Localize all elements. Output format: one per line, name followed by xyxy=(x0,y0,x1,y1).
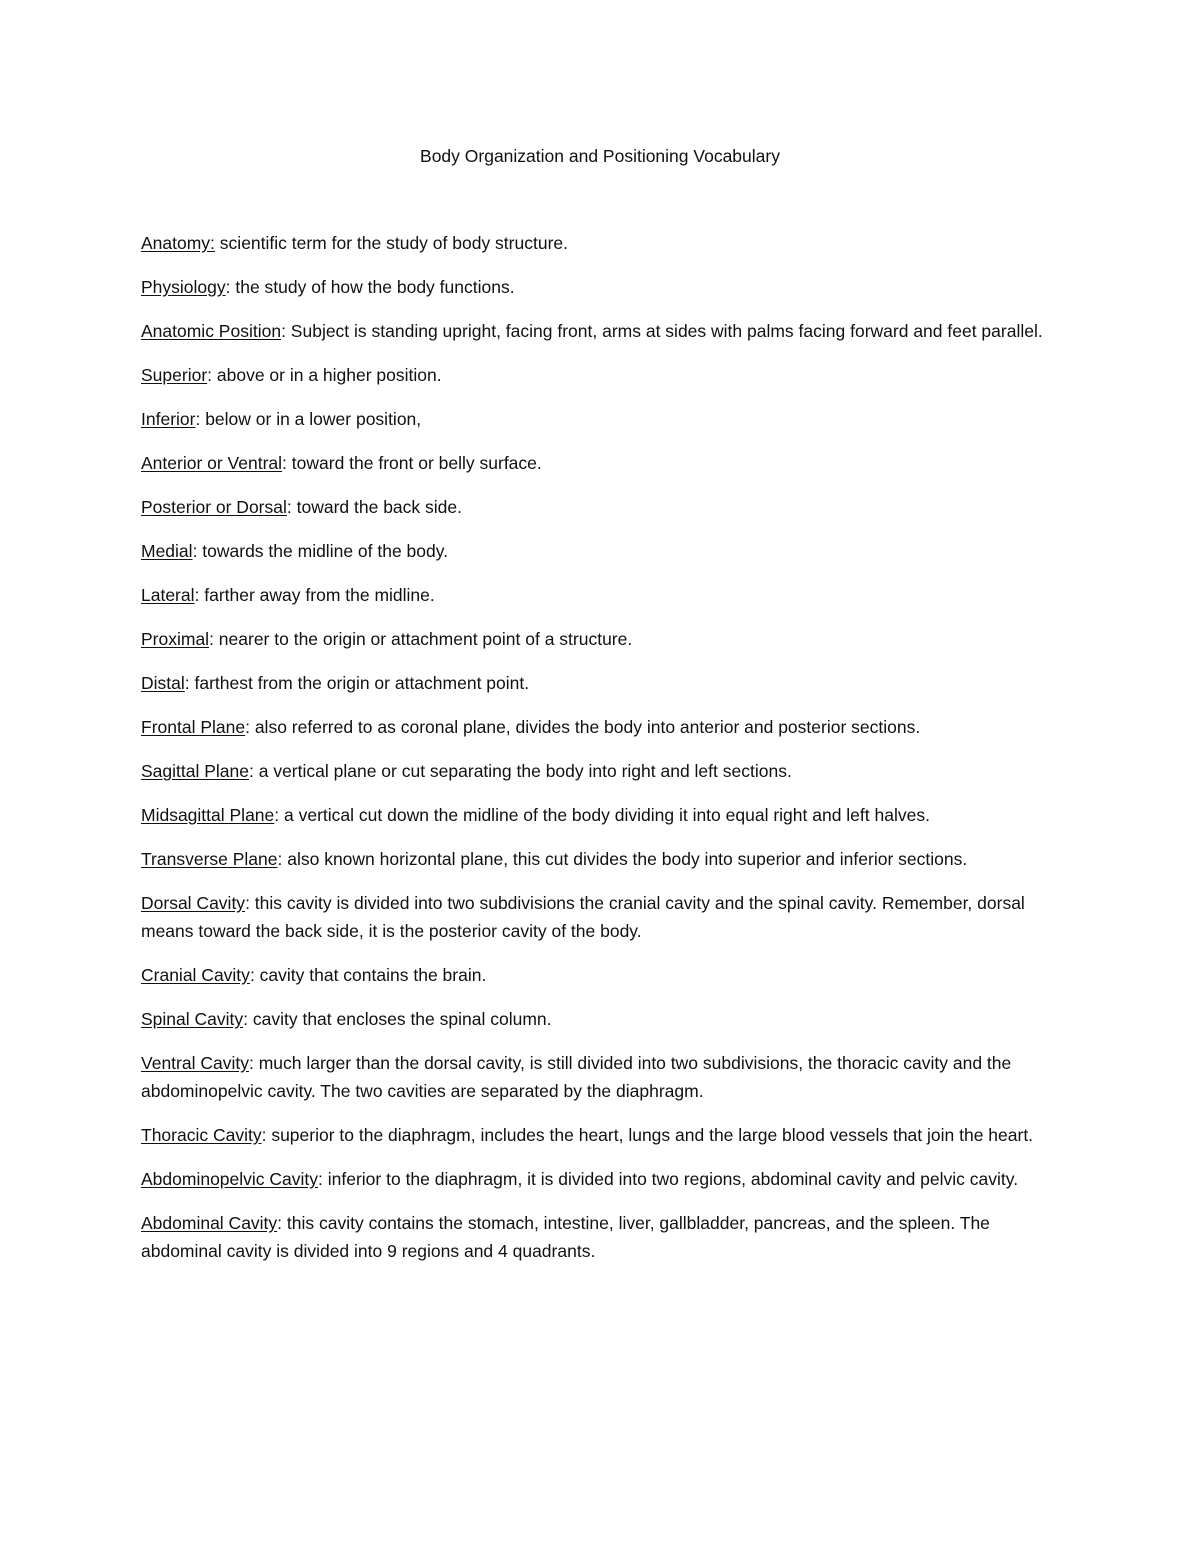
vocabulary-term: Anterior or Ventral xyxy=(141,453,283,473)
vocabulary-definition: : this cavity contains the stomach, intestine, liver, gallbladder, pancreas, and the spleen. The abdominal cavity is divided into 9 regions and 4 quadrants. xyxy=(141,1213,990,1261)
vocabulary-definition: : nearer to the origin or attachment point of a structure. xyxy=(209,629,633,649)
vocabulary-term: Proximal xyxy=(141,629,210,649)
vocabulary-entry xyxy=(141,537,1071,565)
vocabulary-definition: : toward the front or belly surface. xyxy=(282,453,542,473)
vocabulary-definition: : below or in a lower position, xyxy=(195,409,422,429)
vocabulary-entry xyxy=(141,1165,1071,1193)
vocabulary-definition: : cavity that encloses the spinal column. xyxy=(243,1009,552,1029)
vocabulary-term: Physiology xyxy=(141,277,226,297)
vocabulary-definition: : farther away from the midline. xyxy=(194,585,435,605)
vocabulary-term: Midsagittal Plane xyxy=(141,805,275,825)
vocabulary-term: Superior xyxy=(141,365,208,385)
vocabulary-definition: : the study of how the body functions. xyxy=(225,277,515,297)
vocabulary-term: Thoracic Cavity xyxy=(141,1125,262,1145)
vocabulary-entry xyxy=(141,1049,1071,1105)
vocabulary-definition: scientific term for the study of body structure. xyxy=(214,233,568,253)
vocabulary-entry xyxy=(141,449,1071,477)
vocabulary-definition: : also known horizontal plane, this cut divides the body into superior and inferior sections. xyxy=(277,849,968,869)
vocabulary-list xyxy=(141,229,1071,1281)
vocabulary-entry xyxy=(141,801,1071,829)
vocabulary-term: Ventral Cavity xyxy=(141,1053,249,1073)
vocabulary-definition: : above or in a higher position. xyxy=(207,365,442,385)
vocabulary-entry xyxy=(141,713,1071,741)
vocabulary-term: Abdominal Cavity xyxy=(141,1213,278,1233)
vocabulary-definition: : Subject is standing upright, facing front, arms at sides with palms facing forward and feet parallel. xyxy=(281,321,1043,341)
vocabulary-entry xyxy=(141,757,1071,785)
vocabulary-definition: : a vertical cut down the midline of the body dividing it into equal right and left halves. xyxy=(274,805,930,825)
vocabulary-definition: : also referred to as coronal plane, divides the body into anterior and posterior sections. xyxy=(245,717,921,737)
vocabulary-entry xyxy=(141,317,1071,345)
vocabulary-entry xyxy=(141,1121,1071,1149)
vocabulary-entry xyxy=(141,361,1071,389)
vocabulary-definition: : superior to the diaphragm, includes the heart, lungs and the large blood vessels that join the heart. xyxy=(261,1125,1034,1145)
vocabulary-definition: : cavity that contains the brain. xyxy=(249,965,487,985)
vocabulary-entry xyxy=(141,1005,1071,1033)
vocabulary-entry xyxy=(141,1209,1071,1265)
vocabulary-entry xyxy=(141,845,1071,873)
vocabulary-definition: : inferior to the diaphragm, it is divided into two regions, abdominal cavity and pelvic cavity. xyxy=(318,1169,1019,1189)
vocabulary-entry xyxy=(141,889,1071,945)
vocabulary-term: Anatomic Position xyxy=(141,321,282,341)
vocabulary-entry xyxy=(141,229,1071,257)
vocabulary-entry xyxy=(141,405,1071,433)
document-title: Body Organization and Positioning Vocabulary xyxy=(420,146,780,166)
vocabulary-definition: : this cavity is divided into two subdivisions the cranial cavity and the spinal cavity. Remember, dorsal means toward the back side, it is the posterior cavity of the body. xyxy=(141,893,1025,941)
vocabulary-entry xyxy=(141,273,1071,301)
vocabulary-term: Distal xyxy=(141,673,185,693)
vocabulary-term: Abdominopelvic Cavity xyxy=(141,1169,319,1189)
vocabulary-term: Medial xyxy=(141,541,193,561)
vocabulary-entry xyxy=(141,669,1071,697)
vocabulary-definition: : farthest from the origin or attachment point. xyxy=(184,673,530,693)
vocabulary-term: Lateral xyxy=(141,585,195,605)
vocabulary-definition: : toward the back side. xyxy=(286,497,462,517)
vocabulary-term: Inferior xyxy=(141,409,196,429)
vocabulary-term: Sagittal Plane xyxy=(141,761,249,781)
vocabulary-term: Cranial Cavity xyxy=(141,965,250,985)
vocabulary-term: Transverse Plane xyxy=(141,849,278,869)
vocabulary-term: Dorsal Cavity xyxy=(141,893,246,913)
vocabulary-definition: : towards the midline of the body. xyxy=(192,541,449,561)
vocabulary-term: Frontal Plane xyxy=(141,717,246,737)
vocabulary-term: Posterior or Dorsal xyxy=(141,497,287,517)
vocabulary-entry xyxy=(141,961,1071,989)
vocabulary-term: Spinal Cavity xyxy=(141,1009,244,1029)
vocabulary-term: Anatomy: xyxy=(141,233,215,253)
vocabulary-definition: : a vertical plane or cut separating the body into right and left sections. xyxy=(249,761,792,781)
vocabulary-entry xyxy=(141,493,1071,521)
vocabulary-definition: : much larger than the dorsal cavity, is still divided into two subdivisions, the thoracic cavity and the abdominopelvic cavity. The two cavities are separated by the diaphragm. xyxy=(141,1053,1012,1101)
vocabulary-entry xyxy=(141,625,1071,653)
vocabulary-entry xyxy=(141,581,1071,609)
